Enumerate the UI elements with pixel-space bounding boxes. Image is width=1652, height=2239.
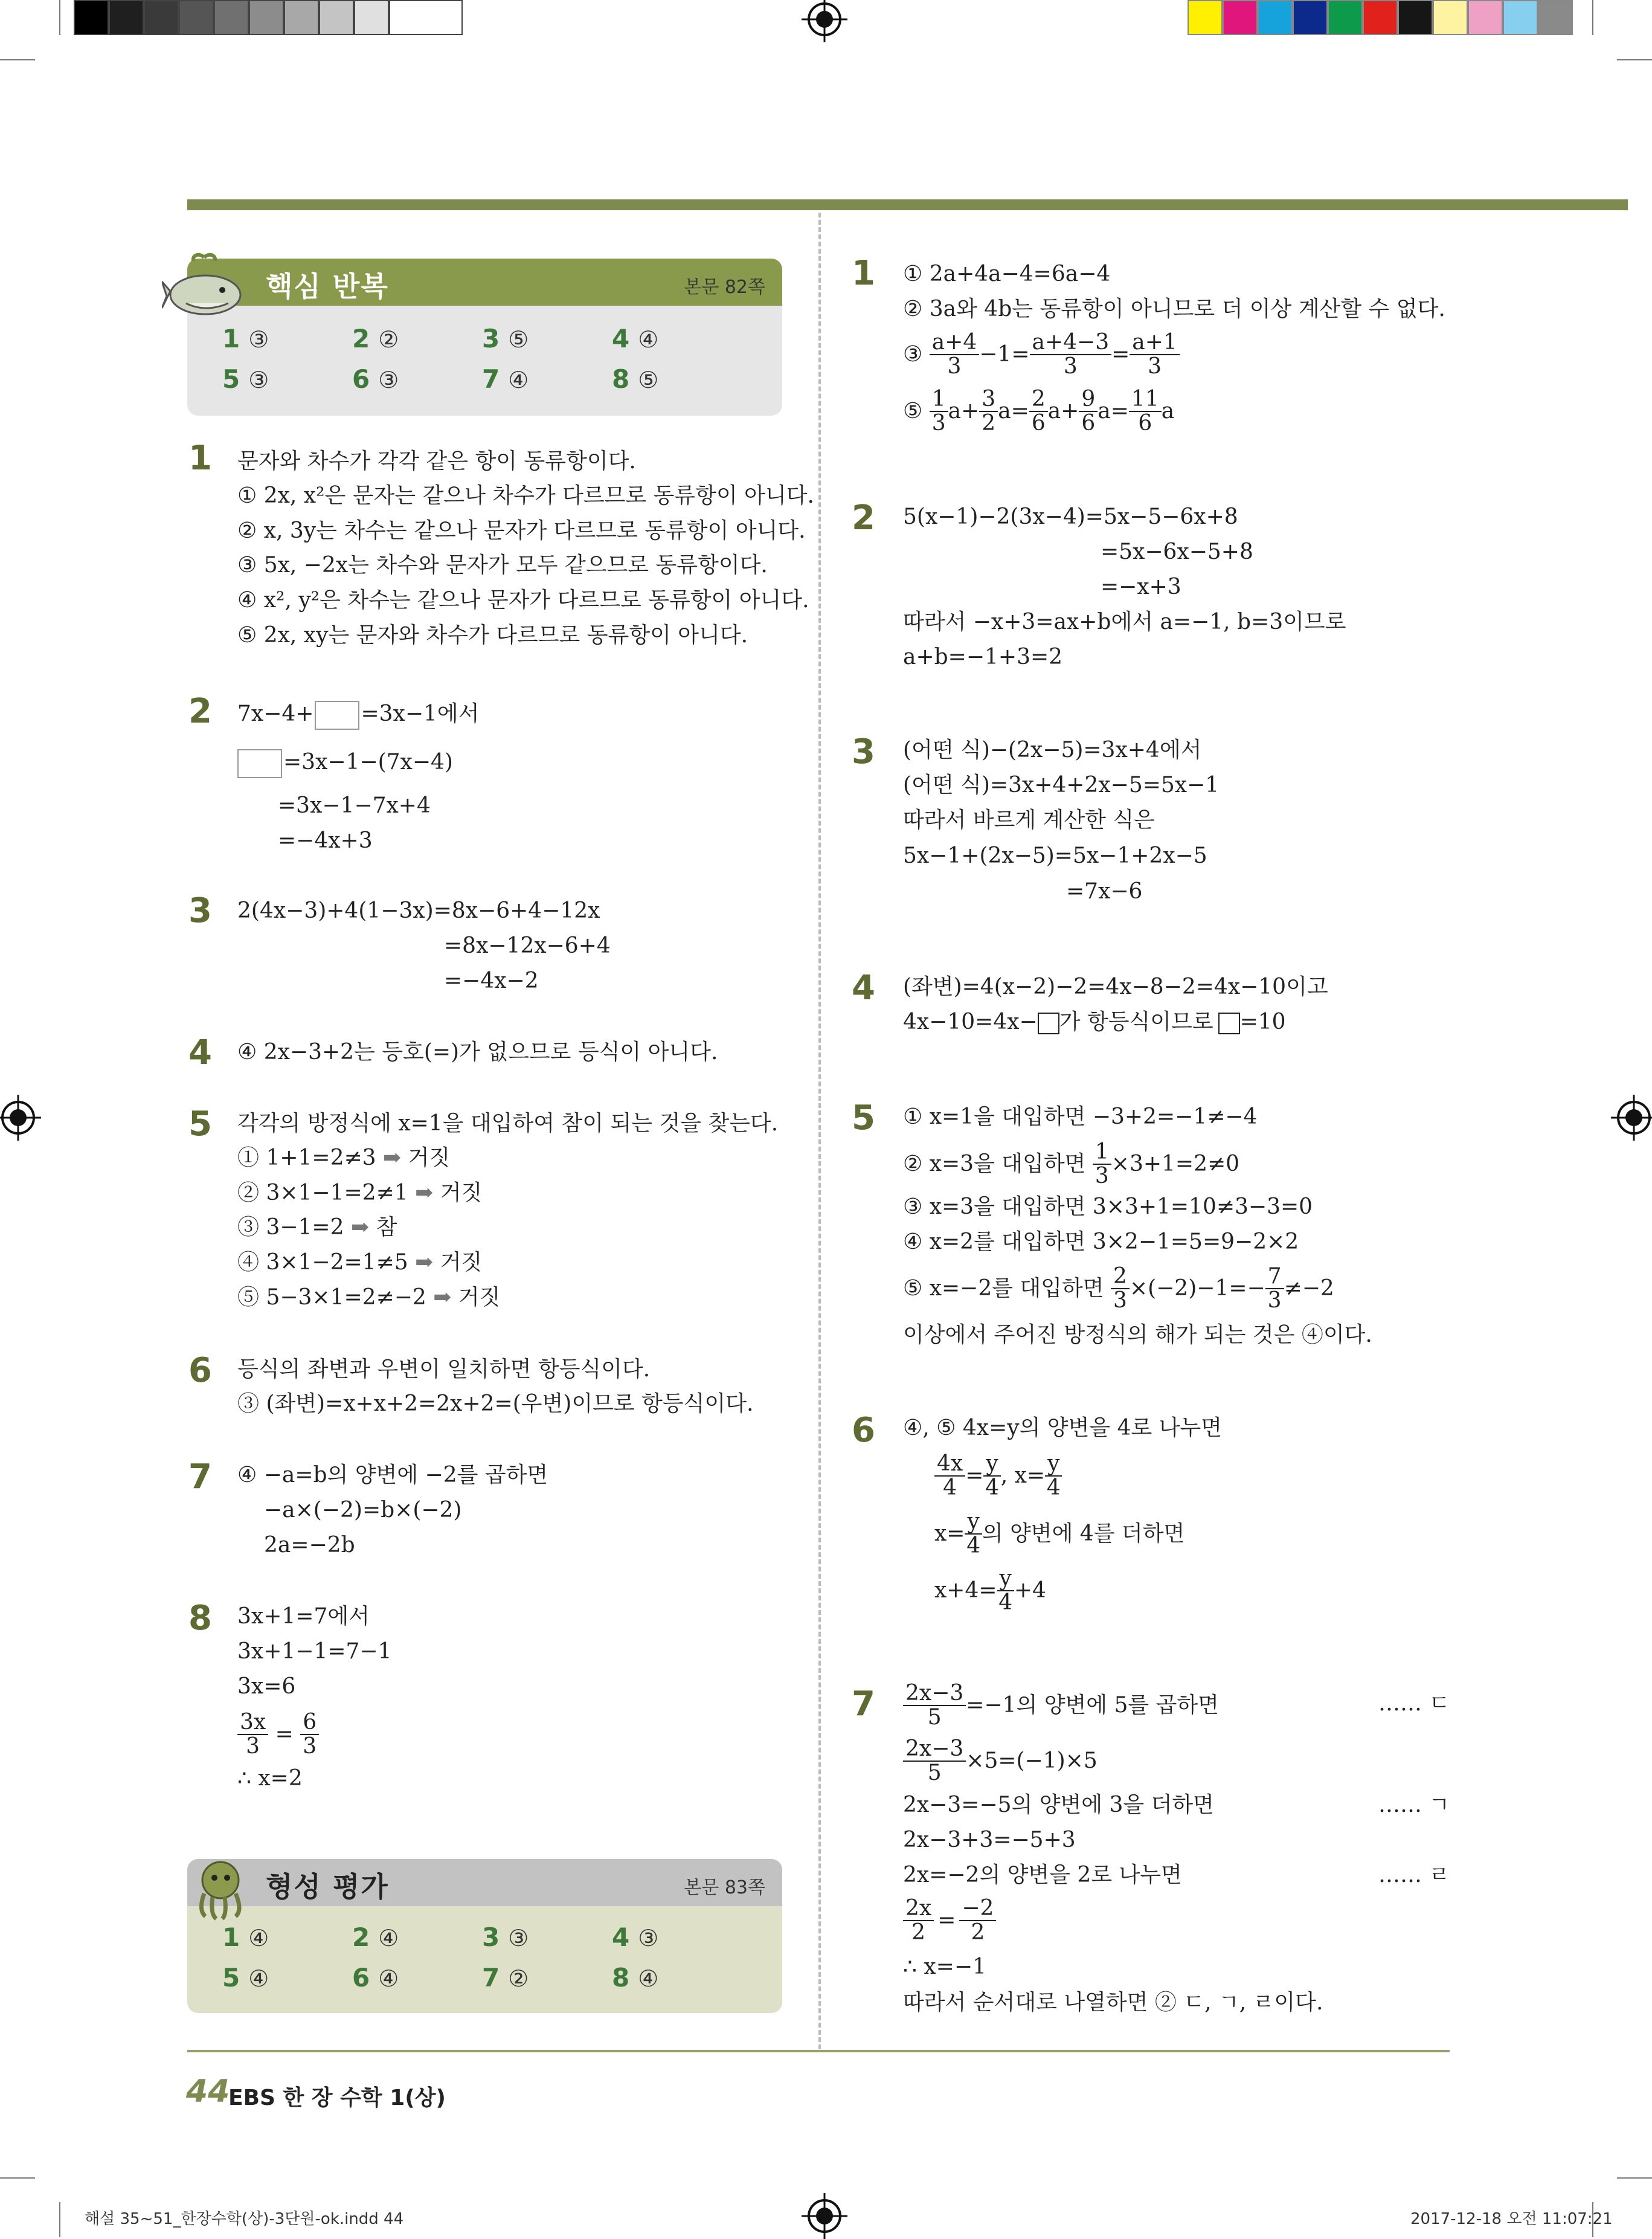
core-review-page-ref: 본문 82쪽 [684,277,765,298]
registration-mark-right-icon [1617,1101,1651,1135]
crop-mark [1617,2177,1652,2179]
arrow-icon: ➡ [433,1285,452,1310]
blank-box [1218,1013,1240,1034]
octopus-mascot-icon [187,1856,254,1922]
formative-assessment-header [187,1859,782,1906]
arrow-icon: ➡ [350,1215,370,1240]
answer-item: 3 ⑤ [482,324,529,353]
arrow-icon: ➡ [415,1250,434,1275]
registration-mark-bottom-icon [808,2199,841,2233]
arrow-icon: ➡ [415,1181,434,1205]
core-review-header [187,259,782,306]
file-slug: 해설 35~51_한장수학(상)-3단원-ok.indd 44 [85,2210,404,2228]
answer-item: 7 ② [482,1963,529,1993]
column-divider [818,213,821,2049]
formative-assessment-box [187,1859,782,2013]
answer-item: 4 ④ [612,324,659,353]
registration-mark-left-icon [1,1101,35,1135]
answer-item: 3 ③ [482,1922,529,1952]
answer-item: 7 ④ [482,364,529,394]
crop-mark [59,0,60,35]
print-date: 2017-12-18 오전 11:07:21 [1410,2210,1613,2228]
whale-mascot-icon [162,253,246,319]
core-review-title: 핵심 반복 [266,270,389,303]
footer-rule [187,2050,1450,2052]
crop-mark [59,2202,60,2237]
header-bar [187,199,1628,210]
arrow-icon: ➡ [383,1145,402,1170]
core-review-box [187,259,782,416]
book-title: EBS 한 장 수학 1(상) [228,2086,446,2110]
answer-item: 8 ④ [612,1963,659,1993]
blank-box [237,749,282,778]
blank-box [1038,1013,1059,1034]
answer-item: 8 ⑤ [612,364,659,394]
crop-mark [1592,0,1593,35]
answer-item: 1 ③ [222,324,269,353]
crop-mark [0,2177,35,2179]
answer-item: 2 ④ [352,1922,399,1952]
answer-item: 2 ② [352,324,399,353]
registration-mark-top-icon [808,2,841,36]
crop-mark [1617,59,1652,60]
crop-mark [0,59,35,60]
formative-assessment-title: 형성 평가 [266,1870,389,1903]
answer-item: 1 ④ [222,1922,269,1952]
answer-item: 5 ④ [222,1963,269,1993]
answer-item: 6 ③ [352,364,399,394]
answer-item: 6 ④ [352,1963,399,1993]
answer-item: 4 ③ [612,1922,659,1952]
answer-item: 5 ③ [222,364,269,394]
page-number: 44 [186,2073,230,2110]
blank-box [315,701,359,730]
formative-assessment-page-ref: 본문 83쪽 [684,1877,765,1898]
